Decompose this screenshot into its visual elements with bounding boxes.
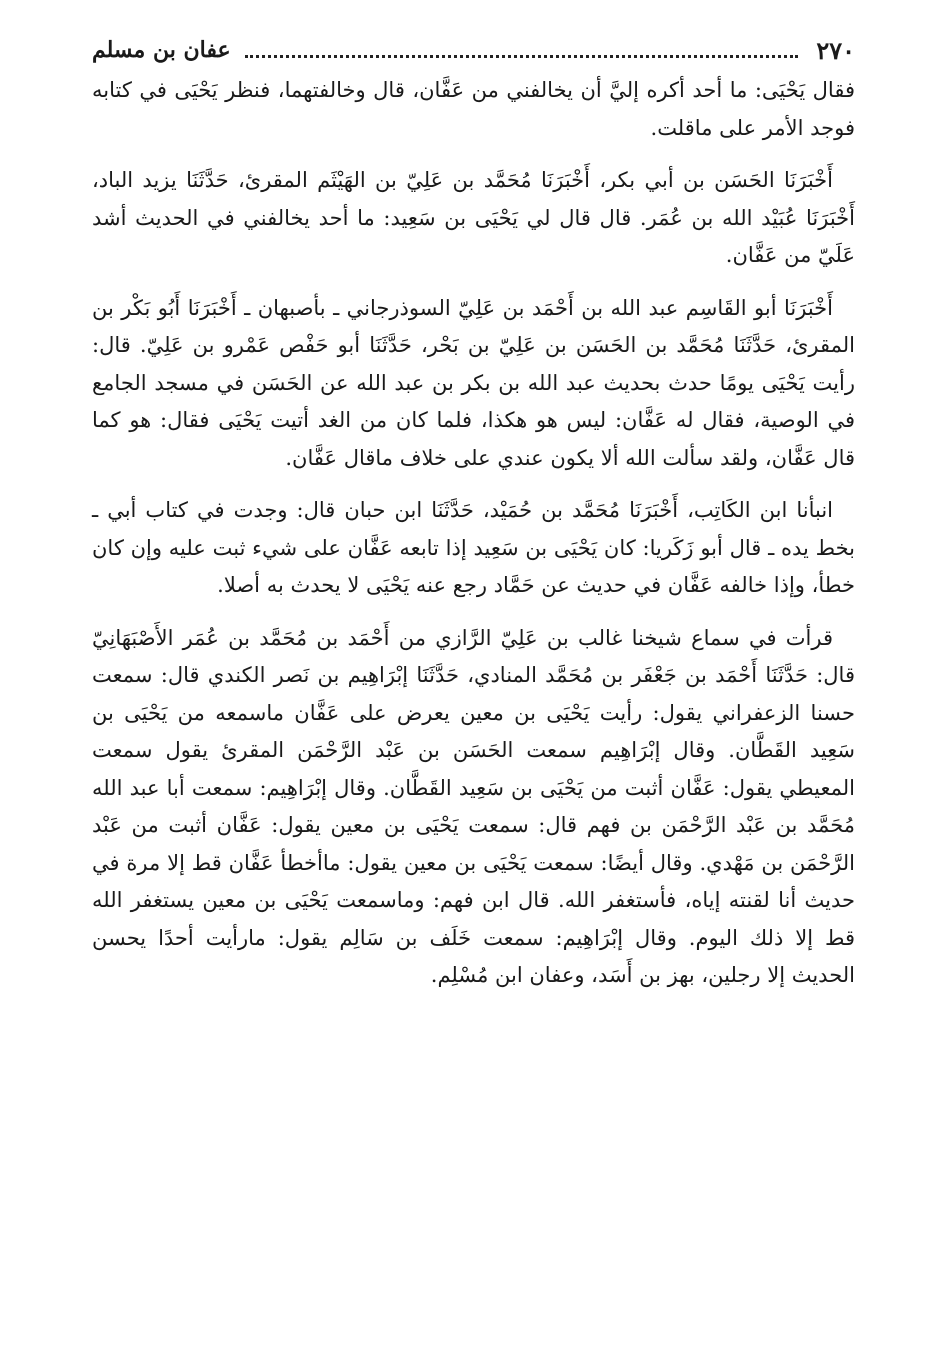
text-body [92,72,855,1010]
paragraph: أَخْبَرَنَا أبو القَاسِم عبد الله بن أَحْمَد بن عَلِيّ السوذرجاني ـ بأصبهان ـ أَخْبَرَنَا أَبُو بَكْر بن المقرئ، حَدَّثَنَا مُحَمَّد بن الحَسَن بن عَلِيّ بن بَحْر، حَدَّثَنَا أبو حَفْص عَمْرو بن عَلِيّ. قال: رأيت يَحْيَى يومًا حدث بحديث عبد الله بن بكر بن عبد الله عن الحَسَن في مسجد الجامع في الوصية، فقال له عَفَّان: ليس هو هكذا، فلما كان من الغد أتيت يَحْيَى فقال: هو كما قال عَفَّان، ولقد سألت الله ألا يكون عندي على خلاف ماقال عَفَّان. [92,295,855,470]
paragraph: فقال يَحْيَى: ما أحد أكره إليَّ أن يخالفني من عَفَّان، قال وخالفتهما، فنظر يَحْيَى في كتابه فوجد الأمر على ماقلت. [92,78,855,140]
running-header [92,30,855,70]
header-title: عفان بن مسلم [92,37,231,63]
page-number: ٢٧٠ [816,35,855,65]
paragraph: أَخْبَرَنَا الحَسَن بن أبي بكر، أَخْبَرَنَا مُحَمَّد بن عَلِيّ بن الهَيْثَم المقرئ، حَدَّثَنَا يزيد الباد، أَخْبَرَنَا عُبَيْد الله بن عُمَر. قال قال لي يَحْيَى بن سَعِيد: ما أحد يخالفني في الحديث أشد عَلَيّ من عَفَّان. [92,168,855,267]
paragraph: قرأت في سماع شيخنا غالب بن عَلِيّ الرَّازي من أَحْمَد بن مُحَمَّد بن عُمَر الأَصْبَهَانِيّ قال: حَدَّثَنَا أَحْمَد بن جَعْفَر بن مُحَمَّد المنادي، حَدَّثَنَا إبْرَاهِيم بن نَصر الكندي قال: سمعت حسنا الزعفراني يقول: رأيت يَحْيَى بن معين يعرض على عَفَّان ماسمعه من يَحْيَى بن سَعِيد القَطَّان. وقال إبْرَاهِيم سمعت الحَسَن بن عَبْد الرَّحْمَن المقرئ يقول سمعت المعيطي يقول: عَفَّان أثبت من يَحْيَى بن سَعِيد القَطَّان. وقال إبْرَاهِيم: سمعت أبا عبد الله مُحَمَّد بن عَبْد الرَّحْمَن بن فهم قال: سمعت يَحْيَى بن معين يقول: عَفَّان أثبت من عَبْد الرَّحْمَن بن مَهْدي. وقال أيضًا: سمعت يَحْيَى بن معين يقول: ماأخطأ عَفَّان قط إلا مرة في حديث أنا لقنته إياه، فأستغفر الله. قال ابن فهم: وماسمعت يَحْيَى بن معين يستغفر الله قط إلا ذلك اليوم. وقال إبْرَاهِيم: سمعت خَلَف بن سَالِم يقول: مارأيت أحدًا يحسن الحديث إلا رجلين، بهز بن أَسَد، وعفان ابن مُسْلِم. [92,625,855,987]
dot-leader [245,55,799,58]
paragraph: انبأنا ابن الكَاتِب، أَخْبَرَنَا مُحَمَّد بن حُمَيْد، حَدَّثَنَا ابن حبان قال: وجدت في كتاب أبي ـ بخط يده ـ قال أبو زَكَريا: كان يَحْيَى بن سَعِيد إذا تابعه عَفَّان على شيء ثبت عليه وإن كان خطأ، وإذا خالفه عَفَّان في حديث عن حَمَّاد رجع عنه يَحْيَى لا يحدث به أصلا. [92,498,855,597]
